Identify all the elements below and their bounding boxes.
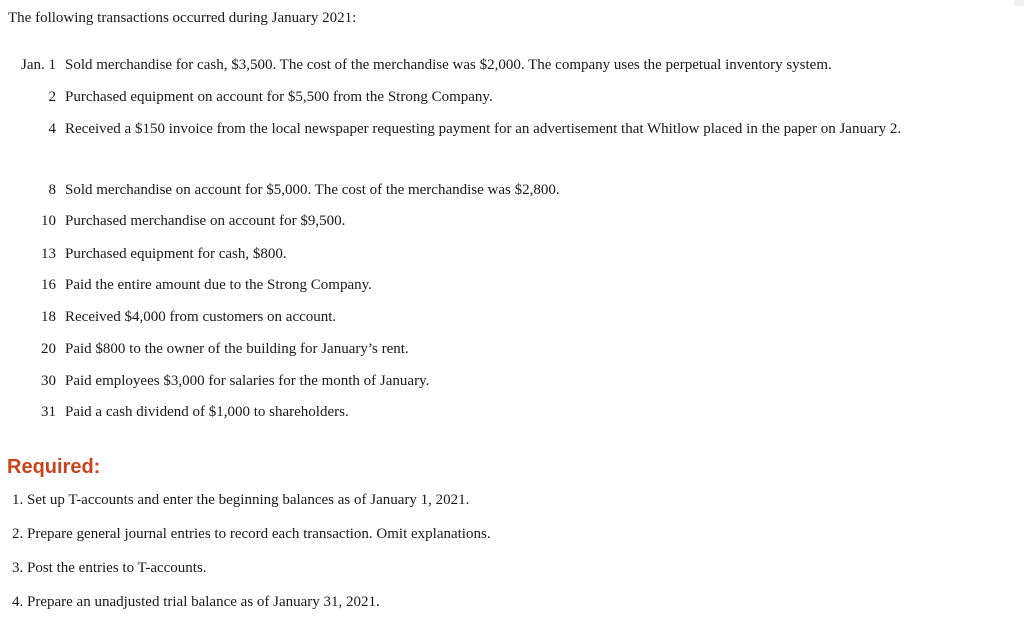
transaction-row (0, 276, 1024, 300)
required-item: 1. Set up T-accounts and enter the beginning balances as of January 1, 2021. (12, 492, 470, 508)
transaction-row (0, 245, 1024, 269)
transaction-description: Sold merchandise on account for $5,000. The cost of the merchandise was $2,800. (65, 182, 560, 198)
transaction-date: 16 (41, 277, 56, 293)
transaction-date: 10 (41, 213, 56, 229)
transaction-date: Jan. 1 (21, 57, 56, 73)
transaction-description: Paid $800 to the owner of the building for January’s rent. (65, 341, 409, 357)
transaction-row (0, 308, 1024, 332)
transaction-description: Paid a cash dividend of $1,000 to shareholders. (65, 404, 349, 420)
transaction-row (0, 120, 1024, 144)
transaction-date: 4 (48, 121, 56, 137)
transaction-row (0, 181, 1024, 205)
transaction-date: 20 (41, 341, 56, 357)
transaction-description: Purchased equipment for cash, $800. (65, 246, 287, 262)
transaction-description: Purchased equipment on account for $5,500 from the Strong Company. (65, 89, 493, 105)
transaction-date: 18 (41, 309, 56, 325)
transaction-description: Received $4,000 from customers on account. (65, 309, 337, 325)
transaction-row (0, 212, 1024, 236)
transaction-description: Sold merchandise for cash, $3,500. The cost of the merchandise was $2,000. The company uses the perpetual inventory system. (65, 57, 832, 73)
transaction-description: Paid employees $3,000 for salaries for the month of January. (65, 373, 430, 389)
transaction-description: Purchased merchandise on account for $9,500. (65, 213, 346, 229)
required-item: 4. Prepare an unadjusted trial balance as of January 31, 2021. (12, 594, 380, 610)
transaction-date: 8 (48, 182, 56, 198)
transaction-row (0, 403, 1024, 427)
intro-text: The following transactions occurred during January 2021: (8, 10, 357, 26)
transaction-date: 13 (41, 246, 56, 262)
transaction-description: Received a $150 invoice from the local newspaper requesting payment for an advertisement that Whitlow placed in the paper on January 2. (65, 121, 902, 137)
transaction-date: 31 (41, 404, 56, 420)
transaction-date: 2 (48, 89, 56, 105)
required-item: 3. Post the entries to T-accounts. (12, 560, 207, 576)
transaction-row (0, 88, 1024, 112)
scrollbar-corner (1014, 0, 1024, 6)
transaction-row (0, 56, 1024, 80)
required-heading: Required: (7, 456, 101, 478)
transaction-date: 30 (41, 373, 56, 389)
transaction-row (0, 340, 1024, 364)
transaction-row (0, 372, 1024, 396)
required-item: 2. Prepare general journal entries to record each transaction. Omit explanations. (12, 526, 491, 542)
transaction-description: Paid the entire amount due to the Strong Company. (65, 277, 372, 293)
